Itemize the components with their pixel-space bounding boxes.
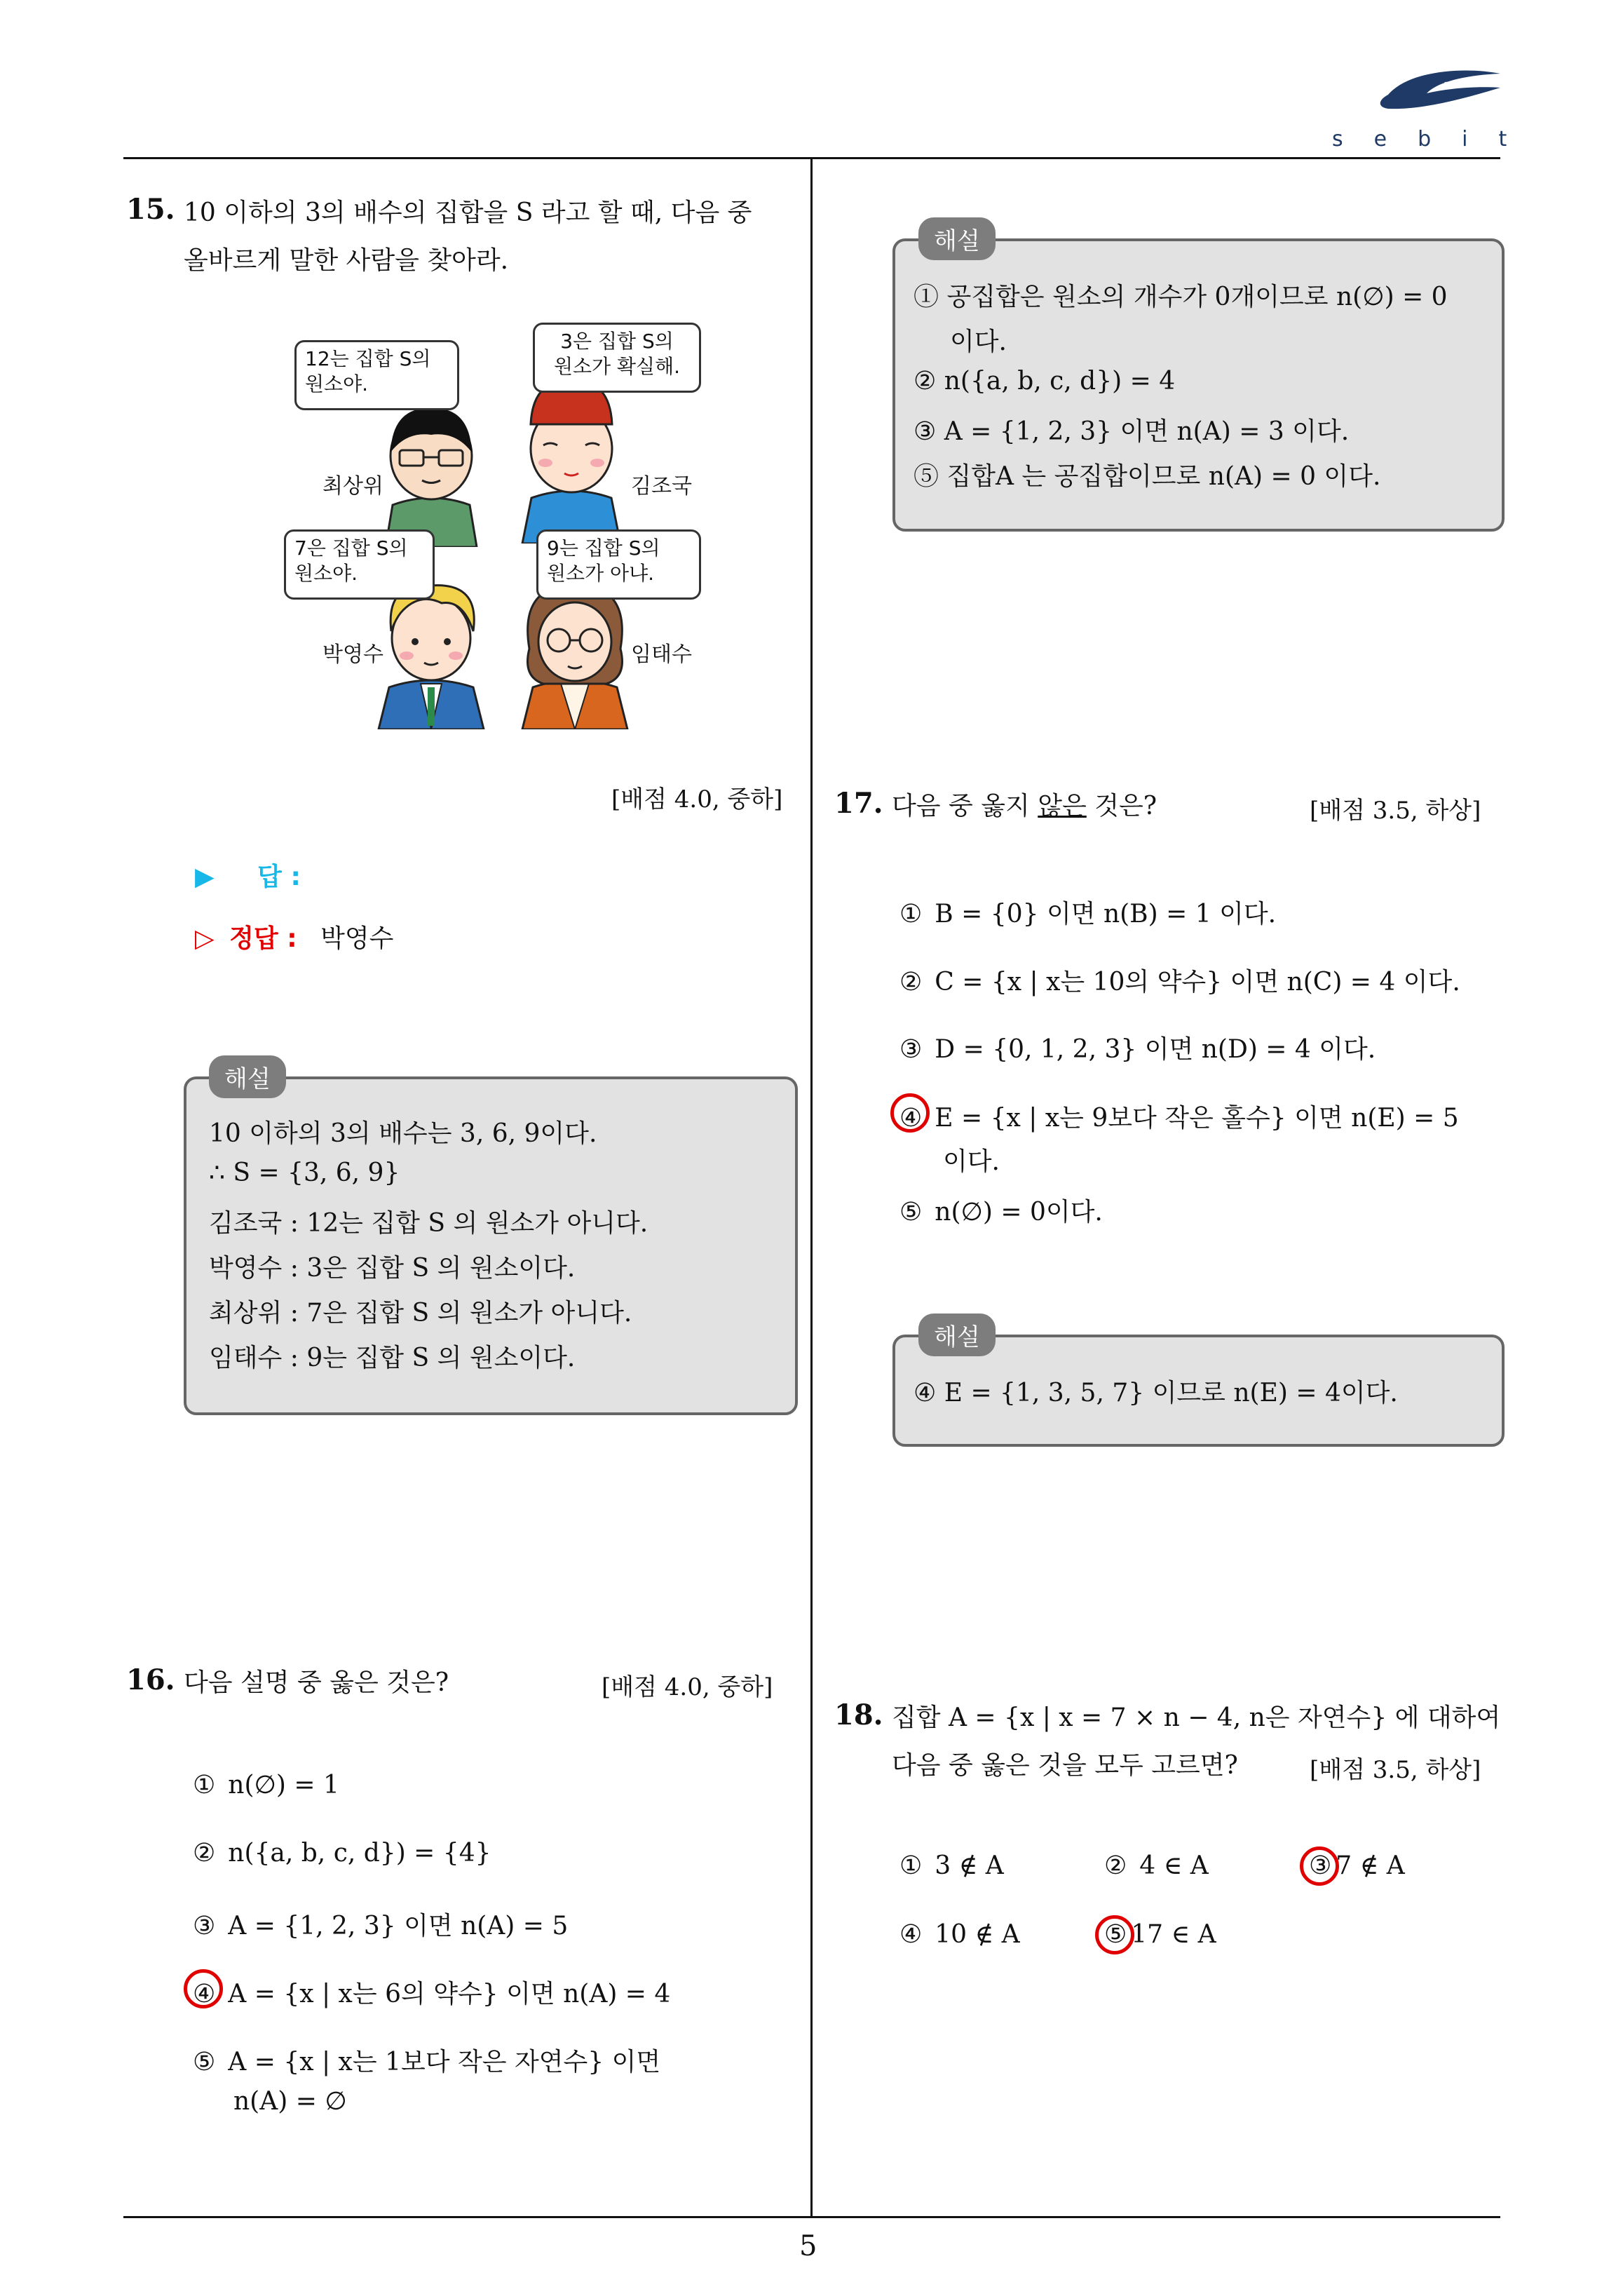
q17-option-4[interactable]	[899, 1098, 1459, 1134]
q18-option-5-text: 17 ∈ A	[1131, 1920, 1216, 1949]
q16-option-2[interactable]	[193, 1839, 491, 1868]
footer-rule	[123, 2216, 1500, 2218]
q16-option-4-mark: ④	[193, 1980, 216, 2008]
solution-tag-17: 해설	[918, 1314, 996, 1356]
question-18-number: 18.	[834, 1699, 883, 1731]
solution-15-line-6: 임태수 : 9는 집합 S 의 원소이다.	[209, 1344, 576, 1372]
q18-option-2-mark: ②	[1104, 1851, 1127, 1880]
q16-option-5-text: A = {x | x는 1보다 작은 자연수} 이면	[228, 2048, 661, 2076]
q16-option-5-mark: ⑤	[193, 2048, 216, 2076]
student-choi-icon	[372, 393, 491, 547]
logo-text: sebit	[1332, 127, 1538, 151]
q17-option-5-mark: ⑤	[899, 1198, 923, 1227]
solution-16-line-2: 이다.	[950, 327, 1007, 356]
solution-17-line-1: ④ E = {1, 3, 5, 7} 이므로 n(E) = 4이다.	[914, 1379, 1398, 1407]
q17-option-4-mark: ④	[899, 1104, 923, 1133]
column-divider	[810, 159, 813, 2216]
question-15-score: [배점 4.0, 중하]	[611, 785, 783, 813]
name-kim: 김조국	[631, 474, 692, 499]
speech-bubble-park: 7은 집합 S의 원소야.	[284, 529, 435, 600]
question-15-line1: 10 이하의 3의 배수의 집합을 S 라고 할 때, 다음 중	[184, 198, 752, 227]
q18-option-1-mark: ①	[899, 1851, 923, 1880]
q17-option-1-mark: ①	[899, 900, 923, 928]
solution-16-line-5: ⑤ 집합A 는 공집합이므로 n(A) = 0 이다.	[914, 462, 1381, 491]
solution-15-line-2: ∴ S = {3, 6, 9}	[209, 1159, 400, 1187]
q16-option-3-mark: ③	[193, 1912, 216, 1940]
q16-option-3-text: A = {1, 2, 3} 이면 n(A) = 5	[228, 1912, 569, 1940]
solution-15-line-5: 최상위 : 7은 집합 S 의 원소가 아니다.	[209, 1299, 632, 1328]
correct-row	[195, 919, 393, 954]
q17-selected-mark	[890, 1093, 930, 1133]
q17-option-2-mark: ②	[899, 968, 923, 997]
name-park: 박영수	[322, 642, 383, 667]
q18-selected-mark-3	[1300, 1846, 1339, 1886]
answer-arrow-icon: ▶	[195, 863, 215, 891]
speech-bubble-choi: 12는 집합 S의 원소야.	[294, 340, 459, 410]
question-17-text-post: 것은?	[1086, 792, 1157, 821]
question-17-score: [배점 3.5, 하상]	[1310, 797, 1481, 825]
q17-option-5[interactable]	[899, 1192, 1103, 1228]
question-16-number: 16.	[126, 1663, 175, 1696]
q17-option-4-cont: 이다.	[943, 1147, 1000, 1176]
sebit-logo	[1332, 67, 1538, 151]
q16-selected-mark	[184, 1969, 223, 2008]
name-choi: 최상위	[322, 474, 383, 499]
correct-value: 박영수	[320, 924, 394, 953]
q17-option-2[interactable]	[899, 962, 1460, 998]
question-17-number: 17.	[834, 787, 883, 820]
q16-option-2-text: n({a, b, c, d}) = {4}	[228, 1839, 491, 1868]
question-18-line2: 다음 중 옳은 것을 모두 고르면?	[892, 1751, 1238, 1780]
q17-option-1-text: B = {0} 이면 n(B) = 1 이다.	[935, 900, 1277, 928]
q18-option-1-text: 3 ∉ A	[935, 1851, 1004, 1880]
q16-option-4-text: A = {x | x는 6의 약수} 이면 n(A) = 4	[228, 1980, 671, 2008]
q17-option-3-text: D = {0, 1, 2, 3} 이면 n(D) = 4 이다.	[935, 1035, 1376, 1064]
q16-option-5-cont: n(A) = ∅	[233, 2087, 347, 2116]
solution-15-line-3: 김조국 : 12는 집합 S 의 원소가 아니다.	[209, 1209, 648, 1238]
question-15-number: 15.	[126, 193, 175, 226]
solution-tag-16: 해설	[918, 217, 996, 260]
q18-selected-mark-5	[1095, 1915, 1134, 1954]
q17-option-1[interactable]	[899, 894, 1276, 930]
illustration	[266, 309, 708, 729]
answer-row	[195, 857, 301, 893]
solution-16-line-3: ② n({a, b, c, d}) = 4	[914, 367, 1176, 396]
q16-option-4[interactable]	[193, 1974, 670, 2010]
question-16-score: [배점 4.0, 중하]	[602, 1673, 773, 1701]
solution-tag-15: 해설	[209, 1055, 286, 1098]
q18-option-5-mark: ⑤	[1104, 1920, 1127, 1949]
q16-option-5[interactable]	[193, 2042, 660, 2078]
speech-bubble-lim: 9는 집합 S의 원소가 아냐.	[536, 529, 701, 600]
q16-option-3[interactable]	[193, 1906, 568, 1942]
correct-arrow-icon: ▷	[195, 924, 215, 953]
q18-option-4-text: 10 ∉ A	[935, 1920, 1020, 1949]
q18-option-4-mark: ④	[899, 1920, 923, 1949]
q16-option-1[interactable]	[193, 1771, 339, 1799]
q17-option-2-text: C = {x | x는 10의 약수} 이면 n(C) = 4 이다.	[935, 968, 1460, 997]
speech-bubble-kim: 3은 집합 S의 원소가 확실해.	[533, 323, 701, 393]
q18-option-4[interactable]	[899, 1920, 1020, 1949]
question-16-text: 다음 설명 중 옳은 것은?	[184, 1668, 449, 1697]
correct-label: 정답 :	[229, 924, 297, 953]
question-17-text	[892, 783, 1157, 830]
solution-16-line-1: ① 공집합은 원소의 개수가 0개이므로 n(∅) = 0	[914, 283, 1448, 311]
solution-15-line-1: 10 이하의 3의 배수는 3, 6, 9이다.	[209, 1119, 597, 1148]
name-lim: 임태수	[631, 642, 692, 667]
q18-option-2-text: 4 ∈ A	[1139, 1851, 1209, 1880]
q18-option-3-text: 7 ∉ A	[1336, 1851, 1405, 1880]
solution-15-line-4: 박영수 : 3은 집합 S 의 원소이다.	[209, 1254, 576, 1283]
q18-option-3-mark: ③	[1309, 1851, 1332, 1880]
q16-option-2-mark: ②	[193, 1839, 216, 1868]
q17-option-3-mark: ③	[899, 1035, 923, 1064]
question-18-score: [배점 3.5, 하상]	[1310, 1756, 1481, 1784]
page-number: 5	[799, 2230, 817, 2262]
logo-swoosh-icon	[1360, 67, 1507, 123]
q17-option-3[interactable]	[899, 1029, 1376, 1065]
student-kim-icon	[512, 375, 631, 543]
question-17-text-pre: 다음 중 옳지	[892, 792, 1038, 821]
q17-option-5-text: n(∅) = 0이다.	[935, 1198, 1103, 1227]
q18-option-1[interactable]	[899, 1851, 1004, 1880]
question-18-line1: 집합 A = {x | x = 7 × n − 4, n은 자연수} 에 대하여	[892, 1703, 1501, 1732]
q16-option-1-text: n(∅) = 1	[228, 1771, 339, 1799]
solution-16-line-4: ③ A = {1, 2, 3} 이면 n(A) = 3 이다.	[914, 417, 1350, 446]
question-17-text-underlined: 않은	[1038, 792, 1087, 821]
q17-option-4-text: E = {x | x는 9보다 작은 홀수} 이면 n(E) = 5	[935, 1104, 1459, 1133]
q16-option-1-mark: ①	[193, 1771, 216, 1799]
q18-option-2[interactable]	[1104, 1851, 1209, 1880]
question-15-line2: 올바르게 말한 사람을 찾아라.	[184, 246, 509, 275]
answer-label: 답 :	[257, 863, 301, 891]
